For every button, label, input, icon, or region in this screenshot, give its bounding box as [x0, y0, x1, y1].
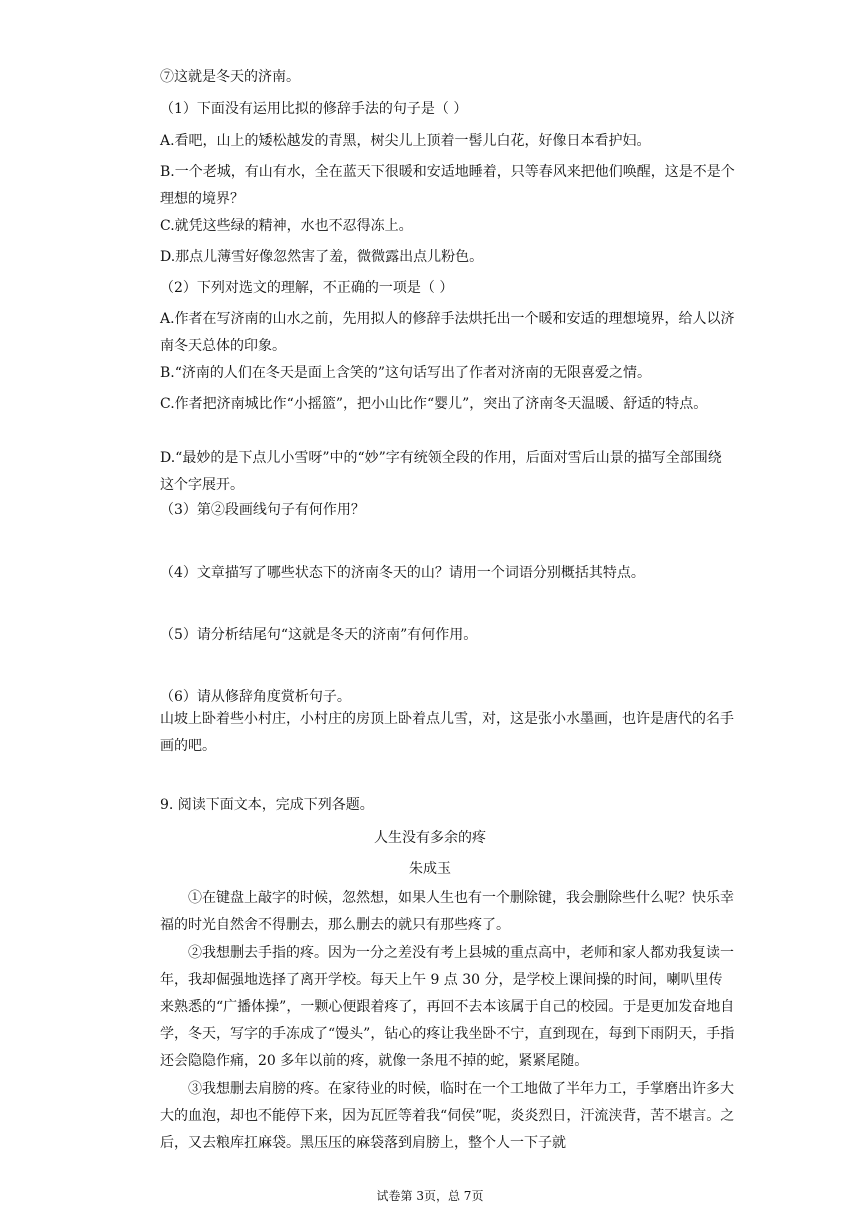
- question-1-option-a: A.看吧，山上的矮松越发的青黑，树尖儿上顶着一髻儿白花，好像日本看护妇。: [160, 133, 651, 149]
- question-1-option-d: D.那点儿薄雪好像忽然害了羞，微微露出点儿粉色。: [160, 249, 484, 265]
- paragraph-7-end: ⑦这就是冬天的济南。: [160, 69, 300, 85]
- question-2-option-c: C.作者把济南城比作“小摇篮”，把小山比作“婴儿”，突出了济南冬天温暖、舒适的特点。: [160, 396, 708, 412]
- question-1-option-b: B.一个老城，有山有水，全在蓝天下很暖和安适地睡着，只等春风来把他们唤醒，这是不是个理想的境界？: [160, 164, 735, 207]
- question-6: （6）请从修辞角度赏析句子。: [160, 689, 351, 705]
- question-2: （2）下列对选文的理解，不正确的一项是（ ）: [160, 280, 454, 296]
- question-6-sentence: 山坡上卧着些小村庄，小村庄的房顶上卧着点儿雪，对，这是张小水墨画，也许是唐代的名手画的吧。: [160, 711, 734, 754]
- page-footer: 试卷第 3页，总 7页: [376, 1189, 484, 1203]
- question-3: （3）第②段画线句子有何作用？: [160, 502, 365, 518]
- question-5: （5）请分析结尾句“这就是冬天的济南”有何作用。: [160, 627, 478, 643]
- article-author: 朱成玉: [409, 861, 451, 877]
- question-2-option-a: A.作者在写济南的山水之前，先用拟人的修辞手法烘托出一个暖和安适的理想境界，给人以济南冬天总体的印象。: [160, 311, 735, 354]
- article-paragraph-2: ②我想删去手指的疼。因为一分之差没有考上县城的重点高中，老师和家人都劝我复读一年，我却倔强地选择了离开学校。每天上午 9 点 30 分，是学校上课间操的时间，喇叭里传来熟悉的“广播体操”，一颗心便跟着疼了，再回不去本该属于自己的校园。于是更加发奋地自学，冬天，写字的手冻成了“馒头”，钻心的疼让我坐卧不宁，直到现在，每到下雨阴天，手指还会隐隐作痛，20 多年以前的疼，就像一条甩不掉的蛇，紧紧尾随。: [160, 945, 735, 1069]
- question-2-option-d: D.“最妙的是下点儿小雪呀”中的“妙”字有统领全段的作用，后面对雪后山景的描写全部围绕这个字展开。: [160, 450, 722, 493]
- question-4: （4）文章描写了哪些状态下的济南冬天的山？请用一个词语分别概括其特点。: [160, 565, 645, 581]
- question-2-option-b: B.“济南的人们在冬天是面上含笑的”这句话写出了作者对济南的无限喜爱之情。: [160, 365, 652, 381]
- question-1-option-c: C.就凭这些绿的精神，水也不忍得冻上。: [160, 218, 413, 234]
- section-9-heading: 9. 阅读下面文本，完成下列各题。: [160, 797, 374, 813]
- article-paragraph-3: ③我想删去肩膀的疼。在家待业的时候，临时在一个工地做了半年力工，手掌磨出许多大大的血泡，却也不能停下来，因为瓦匠等着我“伺侯”呢，炎炎烈日，汗流浃背，苦不堪言。之后，又去粮库扛麻袋。黑压压的麻袋落到肩膀上，整个人一下子就: [160, 1081, 735, 1151]
- question-1: （1）下面没有运用比拟的修辞手法的句子是（ ）: [160, 101, 468, 117]
- article-paragraph-1: ①在键盘上敲字的时候，忽然想，如果人生也有一个删除键，我会删除些什么呢？快乐幸福的时光自然舍不得删去，那么删去的就只有那些疼了。: [160, 890, 734, 933]
- article-title: 人生没有多余的疼: [374, 830, 486, 846]
